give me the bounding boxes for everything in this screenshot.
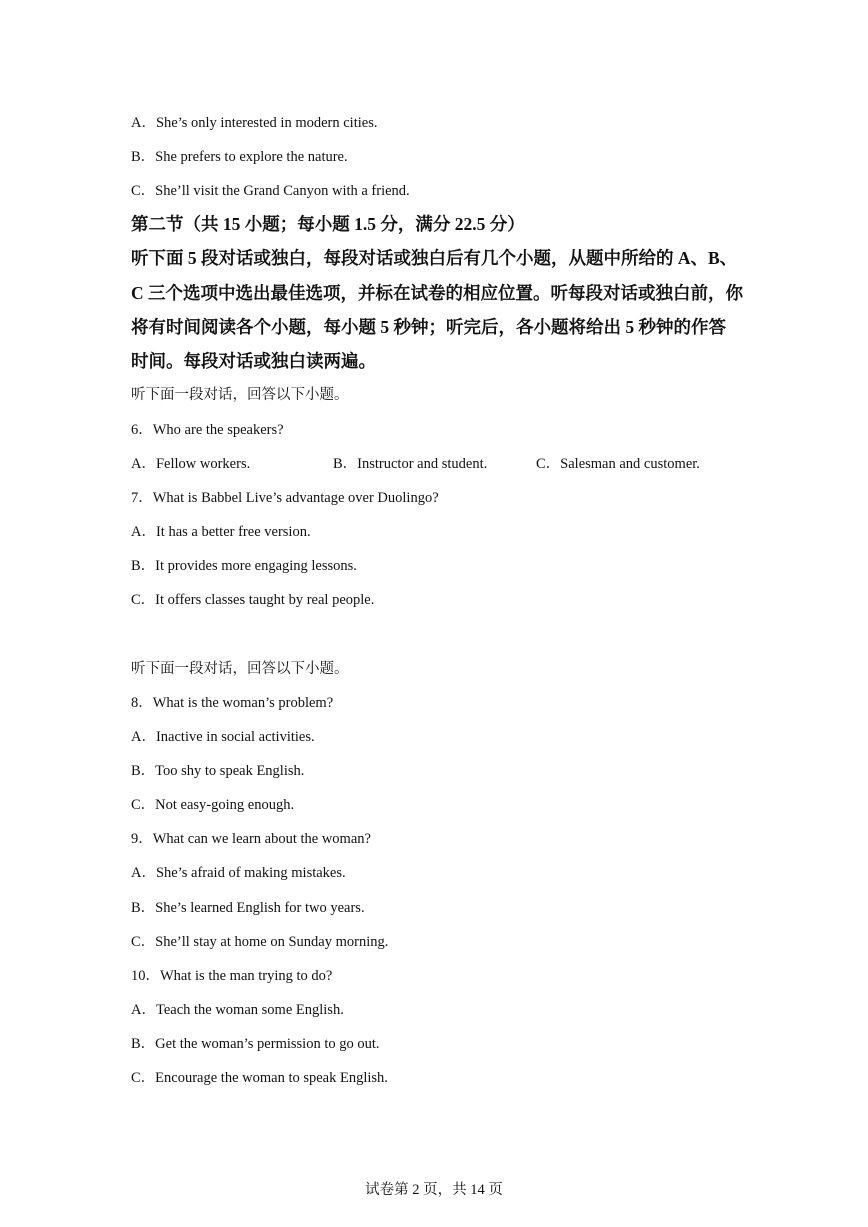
question-9-option-c: C．She’ll stay at home on Sunday morning. (131, 934, 389, 950)
instruction-line: 听下面 5 段对话或独白，每段对话或独白后有几个小题，从题中所给的 A、B、 (131, 248, 738, 268)
question-8-option-b: B．Too shy to speak English. (131, 763, 305, 779)
instruction-line: 时间。每段对话或独白读两遍。 (131, 351, 376, 371)
question-9-option-a: A．She’s afraid of making mistakes. (131, 865, 346, 881)
question-7-option-b: B．It provides more engaging lessons. (131, 558, 357, 574)
option-b: B．She prefers to explore the nature. (131, 149, 348, 165)
question-7-option-a: A．It has a better free version. (131, 524, 311, 540)
section-heading: 第二节（共 15 小题；每小题 1.5 分，满分 22.5 分） (131, 214, 525, 234)
question-8-stem: 8．What is the woman’s problem? (131, 695, 334, 711)
group-intro: 听下面一段对话，回答以下小题。 (131, 387, 349, 403)
question-8-option-c: C．Not easy-going enough. (131, 797, 295, 813)
group-intro: 听下面一段对话，回答以下小题。 (131, 661, 349, 677)
question-10-option-b: B．Get the woman’s permission to go out. (131, 1036, 380, 1052)
question-6-stem: 6．Who are the speakers? (131, 422, 284, 438)
option-a: A．She’s only interested in modern cities. (131, 115, 378, 131)
question-7-option-c: C．It offers classes taught by real people. (131, 592, 375, 608)
question-6-option-a: A．Fellow workers. (131, 456, 251, 472)
question-10-option-c: C．Encourage the woman to speak English. (131, 1070, 388, 1086)
question-9-option-b: B．She’s learned English for two years. (131, 900, 365, 916)
question-8-option-a: A．Inactive in social activities. (131, 729, 315, 745)
question-9-stem: 9．What can we learn about the woman? (131, 831, 371, 847)
page-footer: 试卷第 2 页，共 14 页 (365, 1182, 503, 1198)
instruction-line: C 三个选项中选出最佳选项，并标在试卷的相应位置。听每段对话或独白前，你 (131, 283, 744, 303)
question-7-stem: 7．What is Babbel Live’s advantage over Duolingo? (131, 490, 439, 506)
option-c: C．She’ll visit the Grand Canyon with a friend. (131, 183, 410, 199)
question-6-option-b: B．Instructor and student. (333, 456, 488, 472)
question-6-option-c: C．Salesman and customer. (536, 456, 700, 472)
question-10-option-a: A．Teach the woman some English. (131, 1002, 344, 1018)
question-10-stem: 10．What is the man trying to do? (131, 968, 333, 984)
instruction-line: 将有时间阅读各个小题，每小题 5 秒钟；听完后，各小题将给出 5 秒钟的作答 (131, 317, 726, 337)
